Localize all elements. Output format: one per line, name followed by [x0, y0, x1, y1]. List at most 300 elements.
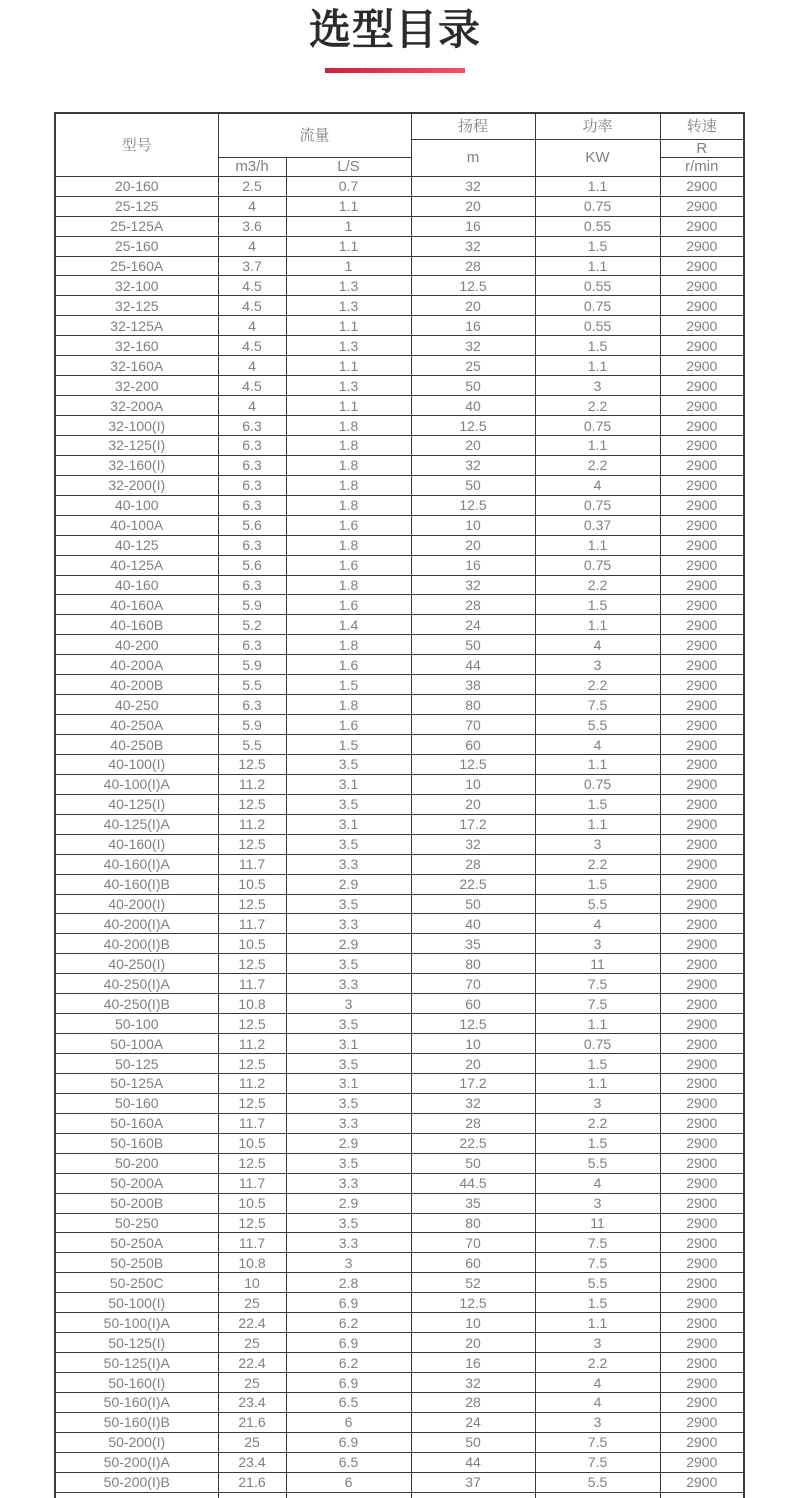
table-row: [55, 834, 744, 854]
cell-flow-m3h: 21.6: [218, 1472, 286, 1492]
cell-model: 50-125(I): [55, 1333, 218, 1353]
cell-head-m: 35: [411, 934, 535, 954]
header-model: 型号: [55, 113, 218, 176]
cell-model: 50-100(I): [55, 1293, 218, 1313]
cell-model: 32-125(I): [55, 435, 218, 455]
cell-flow-ls: 3.1: [286, 774, 411, 794]
cell-power-kw: 4: [535, 635, 660, 655]
cell-flow-m3h: 11.7: [218, 854, 286, 874]
cell-model: 32-100(I): [55, 416, 218, 436]
table-row: [55, 655, 744, 675]
table-row: [55, 1432, 744, 1452]
selection-catalog-table: [54, 112, 745, 1498]
cell-power-kw: 1.1: [535, 176, 660, 196]
cell-power-kw: 3: [535, 1093, 660, 1113]
cell-model: 50-160(I): [55, 1373, 218, 1393]
cell-power-kw: 1.1: [535, 1313, 660, 1333]
cell-power-kw: 0.55: [535, 316, 660, 336]
cell-power-kw: 1.1: [535, 356, 660, 376]
cell-head-m: 44: [411, 655, 535, 675]
cell-head-m: 20: [411, 1333, 535, 1353]
cell-head-m: 80: [411, 695, 535, 715]
cell-speed-rpm: 2900: [660, 1133, 744, 1153]
cell-speed-rpm: 2900: [660, 316, 744, 336]
cell-power-kw: 4: [535, 735, 660, 755]
cell-flow-m3h: 4.5: [218, 376, 286, 396]
cell-power-kw: 2.2: [535, 675, 660, 695]
cell-head-m: 32: [411, 1373, 535, 1393]
cell-speed-rpm: 2900: [660, 1373, 744, 1393]
cell-flow-ls: 6.9: [286, 1432, 411, 1452]
cell-flow-ls: 1.6: [286, 715, 411, 735]
cell-speed-rpm: 2900: [660, 595, 744, 615]
cell-power-kw: 1.5: [535, 1133, 660, 1153]
cell-head-m: 12.5: [411, 276, 535, 296]
cell-flow-m3h: 12.5: [218, 954, 286, 974]
cell-model: 40-100: [55, 495, 218, 515]
table-row: [55, 316, 744, 336]
cell-speed-rpm: 2900: [660, 1253, 744, 1273]
cell-speed-rpm: 2900: [660, 495, 744, 515]
cell-flow-ls: 3.5: [286, 1093, 411, 1113]
cell-head-m: 70: [411, 715, 535, 735]
cell-model: 50-200B: [55, 1193, 218, 1213]
cell-speed-rpm: 2900: [660, 1153, 744, 1173]
cell-power-kw: 11: [535, 954, 660, 974]
cell-power-kw: 7.5: [535, 994, 660, 1014]
cell-head-m: 20: [411, 794, 535, 814]
cell-model: 50-200A: [55, 1173, 218, 1193]
cell-power-kw: 0.75: [535, 495, 660, 515]
cell-model: 25-160: [55, 236, 218, 256]
table-row: [55, 336, 744, 356]
cell-head-m: 80: [411, 1213, 535, 1233]
cell-flow-m3h: 5.9: [218, 655, 286, 675]
cell-flow-ls: 1.1: [286, 396, 411, 416]
cell-speed-rpm: 2900: [660, 1412, 744, 1432]
cell-head-m: 24: [411, 615, 535, 635]
table-row: [55, 615, 744, 635]
cell-power-kw: 4: [535, 475, 660, 495]
cell-head-m: 20: [411, 296, 535, 316]
cell-power-kw: 7.5: [535, 1452, 660, 1472]
cell-flow-m3h: 22.4: [218, 1353, 286, 1373]
cell-speed-rpm: 2900: [660, 1093, 744, 1113]
cell-flow-ls: 1.3: [286, 336, 411, 356]
table-row: [55, 276, 744, 296]
cell-flow-ls: 3.1: [286, 1073, 411, 1093]
cell-power-kw: 5.5: [535, 715, 660, 735]
cell-power-kw: 1.5: [535, 874, 660, 894]
cell-head-m: 24: [411, 1412, 535, 1432]
header-speed-unit: r/min: [660, 157, 744, 176]
cell-flow-ls: 6.5: [286, 1392, 411, 1412]
cell-model: 40-250A: [55, 715, 218, 735]
cell-model: 40-160(I)B: [55, 874, 218, 894]
table-row: [55, 1253, 744, 1273]
cell-head-m: 10: [411, 1034, 535, 1054]
table-row: [55, 1233, 744, 1253]
cell-power-kw: 3: [535, 376, 660, 396]
table-row: [55, 1014, 744, 1034]
cell-flow-ls: 1.6: [286, 655, 411, 675]
cell-flow-ls: 3.3: [286, 974, 411, 994]
cell-speed-rpm: 2900: [660, 814, 744, 834]
cell-head-m: 32: [411, 336, 535, 356]
cell-power-kw: 2.2: [535, 396, 660, 416]
cell-speed-rpm: 2900: [660, 1273, 744, 1293]
cell-head-m: 50: [411, 635, 535, 655]
table-row: [55, 1313, 744, 1333]
cell-speed-rpm: 2900: [660, 455, 744, 475]
cell-speed-rpm: 2900: [660, 1452, 744, 1472]
cell-power-kw: 11: [535, 1213, 660, 1233]
cell-flow-m3h: 3.7: [218, 256, 286, 276]
cell-flow-ls: 1.8: [286, 575, 411, 595]
table-row: [55, 994, 744, 1014]
table-row-partial: [55, 1492, 744, 1498]
cell-speed-rpm: 2900: [660, 555, 744, 575]
table-row: [55, 934, 744, 954]
cell-speed-rpm: 2900: [660, 735, 744, 755]
header-flow: 流量: [218, 113, 411, 157]
cell-flow-ls: 1.6: [286, 515, 411, 535]
cell-speed-rpm: 2900: [660, 1213, 744, 1233]
cell-head-m: 16: [411, 555, 535, 575]
cell-speed-rpm: 2900: [660, 1313, 744, 1333]
table-row: [55, 396, 744, 416]
cell-head-m: 32: [411, 176, 535, 196]
cell-power-kw: 4: [535, 1373, 660, 1393]
cell-flow-m3h: 10.5: [218, 934, 286, 954]
cell-flow-m3h: 22.4: [218, 1313, 286, 1333]
cell-speed-rpm: 2900: [660, 615, 744, 635]
table-row: [55, 1472, 744, 1492]
cell-model: 40-200: [55, 635, 218, 655]
cell-model: 40-200B: [55, 675, 218, 695]
cell-speed-rpm: 2900: [660, 1333, 744, 1353]
cell-flow-ls: 2.9: [286, 934, 411, 954]
cell-power-kw: 5.5: [535, 1273, 660, 1293]
cell-speed-rpm: 2900: [660, 216, 744, 236]
cell-flow-m3h: 5.5: [218, 735, 286, 755]
cell-power-kw: 5.5: [535, 1153, 660, 1173]
cell-head-m: 38: [411, 675, 535, 695]
header-power-unit: KW: [535, 139, 660, 176]
cell-flow-m3h: 11.2: [218, 1073, 286, 1093]
cell-power-kw: 7.5: [535, 695, 660, 715]
cell-flow-ls: 3: [286, 994, 411, 1014]
cell-head-m: 25: [411, 356, 535, 376]
cell-speed-rpm: 2900: [660, 1353, 744, 1373]
table-row: [55, 256, 744, 276]
cell-power-kw: 5.5: [535, 894, 660, 914]
cell-flow-m3h: [218, 1492, 286, 1498]
cell-flow-m3h: 12.5: [218, 1213, 286, 1233]
cell-power-kw: 1.1: [535, 256, 660, 276]
cell-head-m: 50: [411, 475, 535, 495]
cell-flow-m3h: 6.3: [218, 535, 286, 555]
cell-power-kw: 4: [535, 914, 660, 934]
cell-model: 40-250B: [55, 735, 218, 755]
cell-head-m: 32: [411, 834, 535, 854]
cell-flow-m3h: 4: [218, 236, 286, 256]
cell-flow-m3h: 6.3: [218, 475, 286, 495]
table-row: [55, 495, 744, 515]
cell-head-m: 20: [411, 196, 535, 216]
cell-head-m: 16: [411, 1353, 535, 1373]
cell-flow-m3h: 10.8: [218, 1253, 286, 1273]
cell-head-m: 32: [411, 1093, 535, 1113]
cell-head-m: 52: [411, 1273, 535, 1293]
cell-flow-m3h: 23.4: [218, 1452, 286, 1472]
cell-flow-m3h: 4: [218, 316, 286, 336]
cell-flow-ls: 1.8: [286, 475, 411, 495]
cell-head-m: 35: [411, 1193, 535, 1213]
table-row: [55, 176, 744, 196]
table-row: [55, 715, 744, 735]
cell-speed-rpm: 2900: [660, 934, 744, 954]
cell-flow-ls: 2.8: [286, 1273, 411, 1293]
cell-power-kw: 0.75: [535, 296, 660, 316]
cell-flow-m3h: 21.6: [218, 1412, 286, 1432]
cell-head-m: 28: [411, 854, 535, 874]
cell-power-kw: 2.2: [535, 455, 660, 475]
cell-model: 40-125(I)A: [55, 814, 218, 834]
cell-model: 32-160A: [55, 356, 218, 376]
cell-speed-rpm: 2900: [660, 256, 744, 276]
cell-speed-rpm: 2900: [660, 196, 744, 216]
table-row: [55, 635, 744, 655]
cell-model: [55, 1492, 218, 1498]
cell-flow-ls: 1.6: [286, 555, 411, 575]
cell-flow-ls: 6.9: [286, 1373, 411, 1393]
cell-flow-ls: 1.8: [286, 635, 411, 655]
cell-power-kw: 3: [535, 934, 660, 954]
cell-power-kw: 2.2: [535, 1353, 660, 1373]
table-row: [55, 356, 744, 376]
cell-head-m: 44: [411, 1452, 535, 1472]
cell-speed-rpm: 2900: [660, 695, 744, 715]
cell-model: 40-160(I): [55, 834, 218, 854]
cell-flow-m3h: 25: [218, 1373, 286, 1393]
cell-speed-rpm: 2900: [660, 1193, 744, 1213]
cell-flow-ls: 2.9: [286, 1193, 411, 1213]
cell-speed-rpm: 2900: [660, 1054, 744, 1074]
cell-flow-m3h: 4: [218, 196, 286, 216]
cell-head-m: 12.5: [411, 1014, 535, 1034]
cell-model: 40-160B: [55, 615, 218, 635]
cell-flow-m3h: 10.5: [218, 874, 286, 894]
table-row: [55, 1034, 744, 1054]
cell-flow-m3h: 11.7: [218, 1113, 286, 1133]
table-row: [55, 416, 744, 436]
cell-head-m: 50: [411, 894, 535, 914]
cell-model: 50-160: [55, 1093, 218, 1113]
cell-power-kw: 3: [535, 1412, 660, 1432]
cell-model: 50-250A: [55, 1233, 218, 1253]
cell-flow-ls: 3.5: [286, 1054, 411, 1074]
cell-flow-ls: 3.5: [286, 894, 411, 914]
cell-speed-rpm: [660, 1492, 744, 1498]
cell-speed-rpm: 2900: [660, 1233, 744, 1253]
table-row: [55, 954, 744, 974]
cell-flow-ls: 3.1: [286, 814, 411, 834]
cell-speed-rpm: 2900: [660, 774, 744, 794]
cell-model: 40-200(I)B: [55, 934, 218, 954]
cell-power-kw: 1.1: [535, 1014, 660, 1034]
cell-flow-m3h: 6.3: [218, 575, 286, 595]
cell-power-kw: 1.1: [535, 754, 660, 774]
cell-power-kw: 1.5: [535, 1054, 660, 1074]
cell-speed-rpm: 2900: [660, 296, 744, 316]
cell-head-m: 70: [411, 974, 535, 994]
cell-model: 40-250(I)B: [55, 994, 218, 1014]
cell-power-kw: 7.5: [535, 1253, 660, 1273]
cell-flow-m3h: 25: [218, 1333, 286, 1353]
cell-head-m: 10: [411, 515, 535, 535]
cell-head-m: 50: [411, 1432, 535, 1452]
cell-model: 40-250(I)A: [55, 974, 218, 994]
cell-model: 50-160B: [55, 1133, 218, 1153]
cell-flow-m3h: 11.7: [218, 1233, 286, 1253]
cell-flow-m3h: 5.5: [218, 675, 286, 695]
cell-flow-ls: 2.9: [286, 874, 411, 894]
cell-power-kw: 1.1: [535, 535, 660, 555]
cell-speed-rpm: 2900: [660, 515, 744, 535]
cell-model: 40-200A: [55, 655, 218, 675]
cell-power-kw: 2.2: [535, 854, 660, 874]
table-row: [55, 1333, 744, 1353]
cell-flow-ls: 1.6: [286, 595, 411, 615]
cell-flow-m3h: 5.9: [218, 595, 286, 615]
cell-power-kw: 0.75: [535, 196, 660, 216]
table-row: [55, 695, 744, 715]
cell-model: 50-100A: [55, 1034, 218, 1054]
table-row: [55, 1054, 744, 1074]
cell-flow-ls: 1.8: [286, 416, 411, 436]
cell-model: 50-200(I): [55, 1432, 218, 1452]
cell-flow-ls: 3.5: [286, 1153, 411, 1173]
cell-power-kw: 7.5: [535, 1233, 660, 1253]
cell-flow-m3h: 11.7: [218, 914, 286, 934]
cell-power-kw: 0.75: [535, 1034, 660, 1054]
cell-speed-rpm: 2900: [660, 236, 744, 256]
cell-flow-m3h: 23.4: [218, 1392, 286, 1412]
cell-flow-ls: 6.2: [286, 1353, 411, 1373]
cell-flow-ls: 1.8: [286, 455, 411, 475]
cell-flow-ls: 1.1: [286, 316, 411, 336]
cell-speed-rpm: 2900: [660, 475, 744, 495]
table-body: [55, 176, 744, 1498]
cell-power-kw: 1.1: [535, 435, 660, 455]
cell-head-m: 60: [411, 994, 535, 1014]
cell-power-kw: 2.2: [535, 575, 660, 595]
cell-head-m: 12.5: [411, 495, 535, 515]
cell-flow-m3h: 12.5: [218, 1153, 286, 1173]
cell-model: 40-100(I)A: [55, 774, 218, 794]
cell-head-m: 32: [411, 575, 535, 595]
cell-power-kw: [535, 1492, 660, 1498]
cell-power-kw: 1.1: [535, 1073, 660, 1093]
cell-flow-ls: 1.5: [286, 675, 411, 695]
cell-head-m: 28: [411, 595, 535, 615]
cell-head-m: 28: [411, 1392, 535, 1412]
cell-model: 32-160(I): [55, 455, 218, 475]
cell-flow-ls: 6: [286, 1412, 411, 1432]
cell-head-m: 20: [411, 1054, 535, 1074]
cell-model: 40-125(I): [55, 794, 218, 814]
cell-head-m: 28: [411, 1113, 535, 1133]
table-row: [55, 1173, 744, 1193]
cell-speed-rpm: 2900: [660, 176, 744, 196]
cell-power-kw: 0.37: [535, 515, 660, 535]
table-row: [55, 1293, 744, 1313]
cell-power-kw: 7.5: [535, 974, 660, 994]
cell-flow-ls: 0.7: [286, 176, 411, 196]
cell-flow-m3h: 5.9: [218, 715, 286, 735]
cell-head-m: 28: [411, 256, 535, 276]
cell-power-kw: 1.5: [535, 336, 660, 356]
cell-flow-m3h: 4.5: [218, 336, 286, 356]
cell-flow-m3h: 6.3: [218, 416, 286, 436]
table-row: [55, 1153, 744, 1173]
cell-flow-m3h: 11.2: [218, 1034, 286, 1054]
table-row: [55, 1373, 744, 1393]
cell-flow-ls: 1.1: [286, 356, 411, 376]
table-row: [55, 1113, 744, 1133]
cell-flow-m3h: 5.6: [218, 555, 286, 575]
cell-head-m: 17.2: [411, 1073, 535, 1093]
cell-head-m: 40: [411, 396, 535, 416]
cell-flow-m3h: 6.3: [218, 495, 286, 515]
cell-power-kw: 0.75: [535, 555, 660, 575]
cell-flow-ls: 3.5: [286, 794, 411, 814]
cell-flow-m3h: 10: [218, 1273, 286, 1293]
cell-power-kw: 1.5: [535, 236, 660, 256]
cell-model: 50-200(I)B: [55, 1472, 218, 1492]
cell-flow-ls: 3.5: [286, 834, 411, 854]
page-title: 选型目录: [308, 6, 481, 53]
cell-flow-m3h: 4: [218, 396, 286, 416]
cell-speed-rpm: 2900: [660, 1073, 744, 1093]
cell-model: 50-100: [55, 1014, 218, 1034]
cell-speed-rpm: 2900: [660, 416, 744, 436]
cell-model: 40-125: [55, 535, 218, 555]
cell-model: 50-160(I)B: [55, 1412, 218, 1432]
cell-flow-m3h: 12.5: [218, 1014, 286, 1034]
table-row: [55, 874, 744, 894]
cell-flow-ls: 3.3: [286, 1113, 411, 1133]
cell-speed-rpm: 2900: [660, 535, 744, 555]
table-row: [55, 735, 744, 755]
cell-model: 32-160: [55, 336, 218, 356]
table-row: [55, 296, 744, 316]
header-flow-ls: L/S: [286, 157, 411, 176]
cell-model: 50-250C: [55, 1273, 218, 1293]
header-speed-r: R: [660, 139, 744, 157]
table-row: [55, 376, 744, 396]
cell-model: 32-100: [55, 276, 218, 296]
cell-model: 50-200(I)A: [55, 1452, 218, 1472]
cell-model: 40-100(I): [55, 754, 218, 774]
cell-head-m: 50: [411, 376, 535, 396]
cell-power-kw: 3: [535, 1333, 660, 1353]
cell-flow-ls: 3.5: [286, 754, 411, 774]
cell-speed-rpm: 2900: [660, 276, 744, 296]
cell-speed-rpm: 2900: [660, 396, 744, 416]
cell-flow-ls: 3.3: [286, 914, 411, 934]
